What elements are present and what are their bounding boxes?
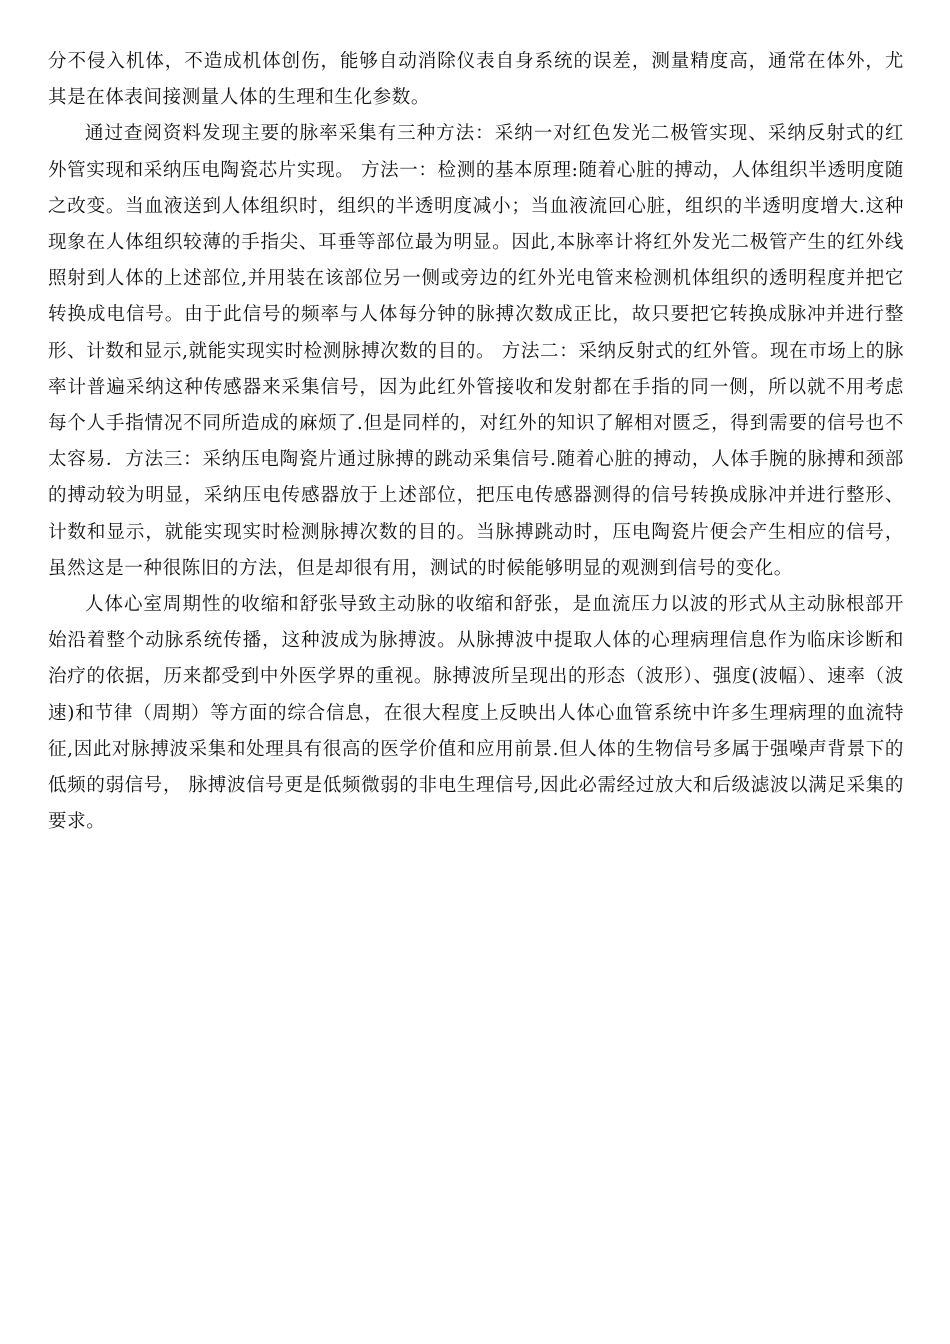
- paragraph-3: 人体心室周期性的收缩和舒张导致主动脉的收缩和舒张，是血流压力以波的形式从主动脉根部开始沿着整个动脉系统传播，这种波成为脉搏波。从脉搏波中提取人体的心理病理信息作为临床诊断和治疗的依据，历来都受到中外医学界的重视。脉搏波所呈现出的形态（波形）、强度(波幅）、速率（波速)和节律（周期）等方面的综合信息，在很大程度上反映出人体心血管系统中许多生理病理的血流特征,因此对脉搏波采集和处理具有很高的医学价值和应用前景.但人体的生物信号多属于强噪声背景下的低频的弱信号， 脉搏波信号更是低频微弱的非电生理信号,因此必需经过放大和后级滤波以满足采集的要求。: [48, 594, 904, 833]
- paragraph-1: 分不侵入机体，不造成机体创伤，能够自动消除仪表自身系统的误差，测量精度高，通常在体外，尤其是在体表间接测量人体的生理和生化参数。: [48, 51, 904, 109]
- document-page: [48, 44, 904, 840]
- paragraph-2: 通过查阅资料发现主要的脉率采集有三种方法：采纳一对红色发光二极管实现、采纳反射式的红外管实现和采纳压电陶瓷芯片实现。 方法一：检测的基本原理:随着心脏的搏动，人体组织半透明度随之改变。当血液送到人体组织时，组织的半透明度减小；当血液流回心脏，组织的半透明度增大.这种现象在人体组织较薄的手指尖、耳垂等部位最为明显。因此,本脉率计将红外发光二极管产生的红外线照射到人体的上述部位,并用装在该部位另一侧或旁边的红外光电管来检测机体组织的透明程度并把它转换成电信号。由于此信号的频率与人体每分钟的脉搏次数成正比，故只要把它转换成脉冲并进行整形、计数和显示,就能实现实时检测脉搏次数的目的。 方法二：采纳反射式的红外管。现在市场上的脉率计普遍采纳这种传感器来采集信号，因为此红外管接收和发射都在手指的同一侧，所以就不用考虑每个人手指情况不同所造成的麻烦了.但是同样的，对红外的知识了解相对匮乏，得到需要的信号也不太容易．方法三：采纳压电陶瓷片通过脉搏的跳动采集信号.随着心脏的搏动，人体手腕的脉搏和颈部的搏动较为明显，采纳压电传感器放于上述部位，把压电传感器测得的信号转换成脉冲并进行整形、计数和显示，就能实现实时检测脉搏次数的目的。当脉搏跳动时，压电陶瓷片便会产生相应的信号，虽然这是一种很陈旧的方法，但是却很有用，测试的时候能够明显的观测到信号的变化。: [48, 123, 904, 579]
